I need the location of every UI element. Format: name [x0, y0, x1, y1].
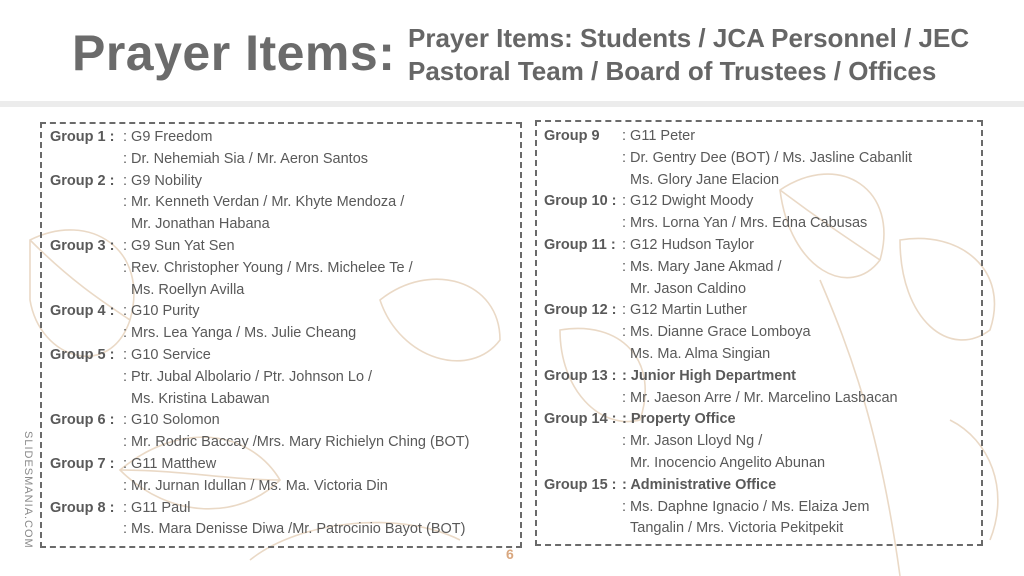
- list-item: [50, 476, 469, 498]
- group-name: : G12 Hudson Taylor: [622, 236, 754, 253]
- list-item: [50, 301, 469, 323]
- group-name: : G12 Dwight Moody: [622, 193, 754, 210]
- list-item: [544, 170, 912, 192]
- group-members: : Mr. Jaeson Arre / Mr. Marcelino Lasbacan: [622, 389, 898, 406]
- group-label: Group 14 :: [544, 411, 617, 428]
- group-label: Group 12 :: [544, 302, 617, 319]
- list-item: [544, 518, 912, 540]
- group-members: : Mr. Jurnan Idullan / Ms. Ma. Victoria Din: [123, 477, 388, 494]
- subtitle-line-1: Prayer Items: Students / JCA Personnel / JEC: [408, 23, 970, 53]
- list-item: [50, 149, 469, 171]
- page-number: 6: [506, 546, 514, 562]
- list-item: [50, 519, 469, 541]
- list-item: [50, 367, 469, 389]
- group-name: : G9 Sun Yat Sen: [123, 237, 235, 254]
- list-item: [50, 192, 469, 214]
- header-divider: [0, 101, 1024, 107]
- list-item: [544, 126, 912, 148]
- group-name: : G9 Nobility: [123, 172, 202, 189]
- list-item: [50, 236, 469, 258]
- group-members: : Mr. Kenneth Verdan / Mr. Khyte Mendoza /: [123, 194, 405, 211]
- group-members: : Ms. Mara Denisse Diwa /Mr. Patrocinio Bayot (BOT): [123, 521, 466, 538]
- list-item: [544, 344, 912, 366]
- list-item: [544, 409, 912, 431]
- group-label: Group 3 :: [50, 237, 115, 254]
- subtitle-line-2: Pastoral Team / Board of Trustees / Offices: [408, 56, 937, 86]
- group-label: Group 9: [544, 128, 600, 144]
- group-name: : Junior High Department: [622, 367, 797, 384]
- group-members: : Mr. Rodric Baccay /Mrs. Mary Richielyn Ching (BOT): [123, 434, 470, 451]
- group-label: Group 13 :: [544, 367, 617, 384]
- group-label: Group 1 :: [50, 129, 115, 145]
- list-item: [544, 453, 912, 475]
- list-item: [544, 279, 912, 301]
- list-item: [544, 235, 912, 257]
- page-title: Prayer Items:: [72, 25, 396, 81]
- group-members: Mr. Jason Caldino: [630, 280, 747, 297]
- group-name: : G11 Paul: [123, 499, 191, 516]
- list-item: [544, 213, 912, 235]
- list-item: [50, 323, 469, 345]
- list-item: [50, 345, 469, 367]
- list-item: [50, 498, 469, 520]
- group-name: : G10 Solomon: [123, 412, 220, 429]
- list-item: [544, 322, 912, 344]
- list-item: [544, 257, 912, 279]
- group-members: : Dr. Gentry Dee (BOT) / Ms. Jasline Cabanlit: [622, 149, 913, 166]
- group-name: : G11 Peter: [622, 128, 696, 144]
- group-members: : Ms. Dianne Grace Lomboya: [622, 324, 811, 341]
- group-name: : G12 Martin Luther: [622, 302, 747, 319]
- group-label: Group 2 :: [50, 172, 115, 189]
- group-label: Group 8 :: [50, 499, 115, 516]
- group-members: Ms. Roellyn Avilla: [131, 281, 245, 298]
- group-members: : Ptr. Jubal Albolario / Ptr. Johnson Lo /: [123, 368, 373, 385]
- group-members: : Mr. Jason Lloyd Ng /: [622, 433, 763, 450]
- group-label: Group 4 :: [50, 303, 115, 320]
- group-members: Ms. Ma. Alma Singian: [630, 345, 771, 362]
- list-item: [544, 388, 912, 410]
- list-item: [50, 454, 469, 476]
- list-item: [544, 497, 912, 519]
- list-item: [544, 475, 912, 497]
- group-name: : Property Office: [622, 411, 736, 428]
- group-label: Group 10 :: [544, 193, 617, 210]
- list-item: [544, 148, 912, 170]
- page-subtitle: [408, 22, 969, 88]
- group-name: : G10 Purity: [123, 303, 200, 320]
- list-item: [50, 432, 469, 454]
- group-label: Group 7 :: [50, 455, 115, 472]
- group-members: : Mrs. Lorna Yan / Mrs. Edna Cabusas: [622, 215, 868, 232]
- list-item: [50, 127, 469, 149]
- group-name: : Administrative Office: [622, 476, 777, 493]
- group-members: Mr. Jonathan Habana: [131, 216, 270, 233]
- list-item: [544, 191, 912, 213]
- list-item: [50, 214, 469, 236]
- list-item: [50, 171, 469, 193]
- side-credit: SLIDESMANIA.COM: [22, 431, 34, 549]
- list-item: [544, 300, 912, 322]
- group-members: : Ms. Daphne Ignacio / Ms. Elaiza Jem: [622, 498, 870, 515]
- group-members: Tangalin / Mrs. Victoria Pekitpekit: [630, 520, 844, 537]
- group-label: Group 15 :: [544, 476, 617, 493]
- list-item: [50, 280, 469, 302]
- left-group-list: [50, 127, 469, 541]
- list-item: [50, 410, 469, 432]
- list-item: [50, 258, 469, 280]
- group-members: Ms. Kristina Labawan: [131, 390, 270, 407]
- list-item: [50, 389, 469, 411]
- group-label: Group 5 :: [50, 346, 115, 363]
- group-members: : Dr. Nehemiah Sia / Mr. Aeron Santos: [123, 150, 369, 167]
- list-item: [544, 366, 912, 388]
- list-item: [544, 431, 912, 453]
- group-members: : Ms. Mary Jane Akmad /: [622, 258, 782, 275]
- group-members: Ms. Glory Jane Elacion: [630, 171, 780, 188]
- group-members: Mr. Inocencio Angelito Abunan: [630, 454, 826, 471]
- group-name: : G9 Freedom: [123, 129, 213, 145]
- group-label: Group 11 :: [544, 236, 616, 253]
- group-members: : Rev. Christopher Young / Mrs. Michelee Te /: [123, 259, 413, 276]
- group-label: Group 6 :: [50, 412, 115, 429]
- group-members: : Mrs. Lea Yanga / Ms. Julie Cheang: [123, 325, 357, 342]
- group-name: : G11 Matthew: [123, 455, 217, 472]
- right-group-list: [544, 126, 912, 540]
- group-name: : G10 Service: [123, 346, 211, 363]
